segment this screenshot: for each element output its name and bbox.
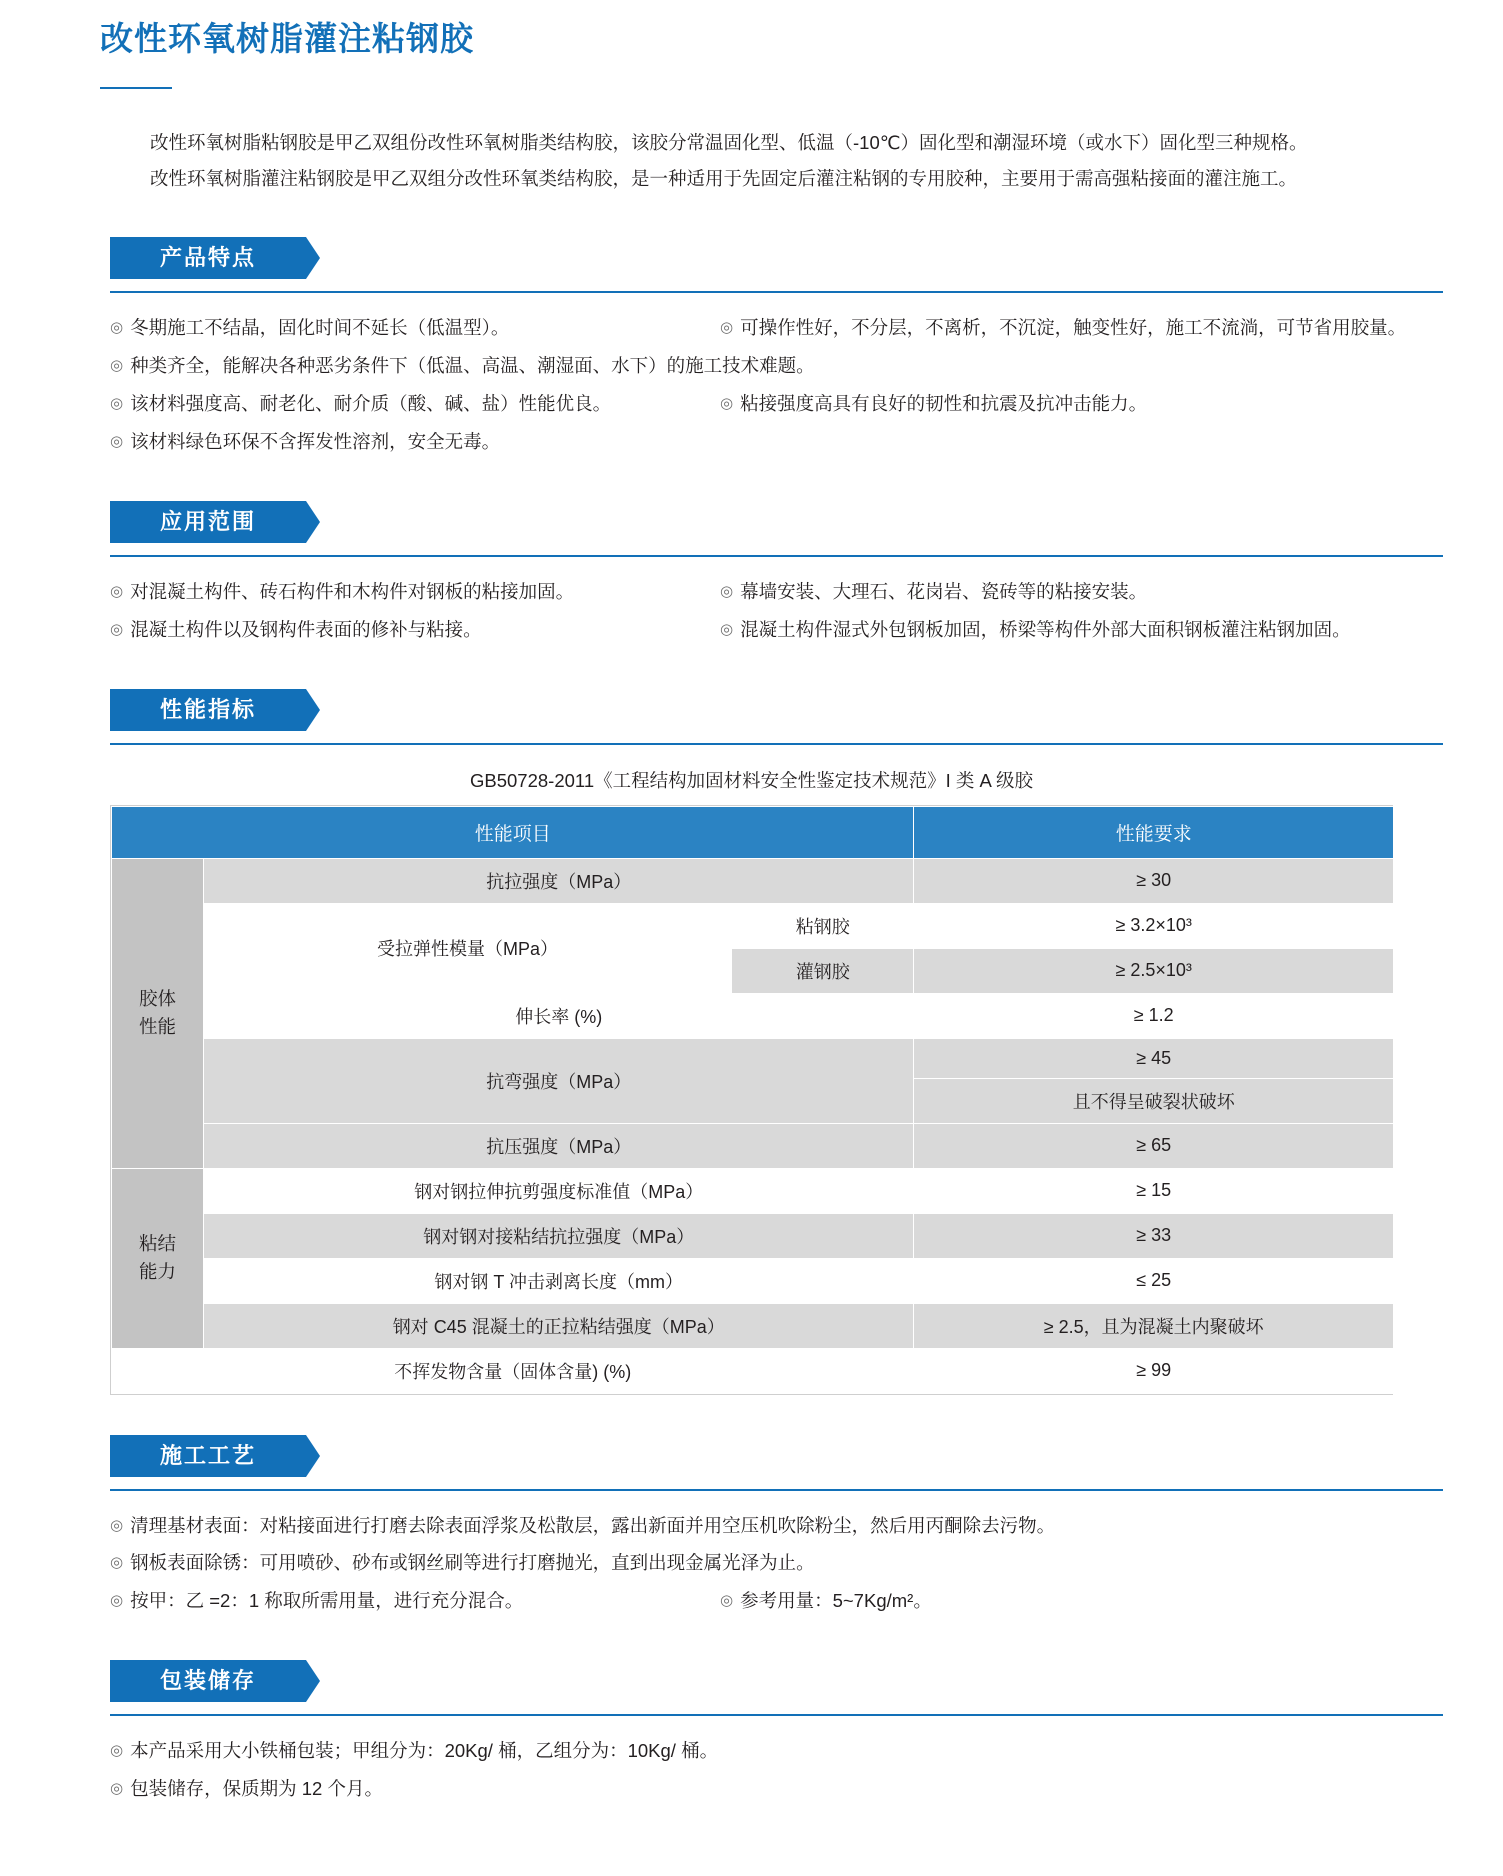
circle-bullet-icon: ◎ xyxy=(720,582,734,600)
application-list xyxy=(0,573,1503,649)
intro-paragraph-2: 改性环氧树脂灌注粘钢胶是甲乙双组分改性环氧类结构胶，是一种适用于先固定后灌注粘钢的专用胶种，主要用于需高强粘接面的灌注施工。 xyxy=(150,167,1298,189)
list-item-text: 参考用量：5~7Kg/m²。 xyxy=(740,1590,932,1612)
table-cell-item: 抗压强度（MPa） xyxy=(204,1123,914,1168)
table-cell-value: ≥ 3.2×10³ xyxy=(914,903,1394,948)
table-cell-item: 钢对钢拉伸抗剪强度标准值（MPa） xyxy=(204,1168,914,1213)
circle-bullet-icon: ◎ xyxy=(110,319,124,337)
list-item-text: 本产品采用大小铁桶包装；甲组分为：20Kg/ 桶，乙组分为：10Kg/ 桶。 xyxy=(130,1740,719,1762)
list-item xyxy=(720,1582,1443,1620)
list-item xyxy=(720,573,1443,611)
table-cell-item: 钢对钢 T 冲击剥离长度（mm） xyxy=(204,1258,914,1303)
list-item-text: 该材料强度高、耐老化、耐介质（酸、碱、盐）性能优良。 xyxy=(130,392,612,414)
circle-bullet-icon: ◎ xyxy=(110,432,124,450)
list-row xyxy=(110,1582,1443,1620)
intro-paragraph-1: 改性环氧树脂粘钢胶是甲乙双组份改性环氧树脂类结构胶，该胶分常温固化型、低温（-10℃）固化型和潮湿环境（或水下）固化型三种规格。 xyxy=(150,131,1308,153)
list-item xyxy=(720,385,1443,423)
table-row xyxy=(112,1303,1394,1348)
list-item xyxy=(110,347,1443,385)
performance-table-wrapper xyxy=(110,805,1393,1395)
heading-label-performance: 性能指标 xyxy=(159,696,256,722)
page-title: 改性环氧树脂灌注粘钢胶 xyxy=(100,20,474,57)
list-item-text: 包装储存，保质期为 12 个月。 xyxy=(130,1778,383,1800)
section-heading-process xyxy=(110,1435,306,1477)
heading-rule-packaging xyxy=(110,1714,1443,1716)
heading-rule-features xyxy=(110,291,1443,293)
list-item-text: 清理基材表面：对粘接面进行打磨去除表面浮浆及松散层，露出新面并用空压机吹除粉尘，然后用丙酮除去污物。 xyxy=(130,1514,1056,1536)
list-item xyxy=(110,1770,1443,1808)
table-cell-subitem: 粘钢胶 xyxy=(732,903,914,948)
table-cell-value: ≥ 15 xyxy=(914,1168,1394,1213)
circle-bullet-icon: ◎ xyxy=(720,620,734,638)
list-row xyxy=(110,1507,1443,1545)
circle-bullet-icon: ◎ xyxy=(110,1780,124,1798)
list-item xyxy=(720,611,1443,649)
list-row xyxy=(110,347,1443,385)
circle-bullet-icon: ◎ xyxy=(110,1516,124,1534)
table-row xyxy=(112,1213,1394,1258)
table-cell-value: 且不得呈破裂状破坏 xyxy=(914,1078,1394,1123)
heading-rule-performance xyxy=(110,743,1443,745)
list-row xyxy=(110,309,1443,347)
circle-bullet-icon: ◎ xyxy=(110,620,124,638)
list-item-text: 幕墙安装、大理石、花岗岩、瓷砖等的粘接安装。 xyxy=(740,580,1148,602)
list-item xyxy=(110,573,720,611)
list-row xyxy=(110,611,1443,649)
circle-bullet-icon: ◎ xyxy=(110,394,124,412)
table-row xyxy=(112,993,1394,1038)
table-row xyxy=(112,903,1394,948)
intro-paragraphs xyxy=(0,125,1503,197)
list-item-text: 冬期施工不结晶，固化时间不延长（低温型）。 xyxy=(130,317,510,339)
table-cell-item: 钢对钢对接粘结抗拉强度（MPa） xyxy=(204,1213,914,1258)
table-cell-value: ≥ 30 xyxy=(914,858,1394,903)
table-cell-item: 伸长率 (%) xyxy=(204,993,914,1038)
list-row xyxy=(110,423,1443,461)
table-row xyxy=(112,858,1394,903)
column-header-requirement: 性能要求 xyxy=(914,806,1394,858)
heading-label-process: 施工工艺 xyxy=(159,1442,256,1468)
table-cell-item: 钢对 C45 混凝土的正拉粘结强度（MPa） xyxy=(204,1303,914,1348)
table-row xyxy=(112,1168,1394,1213)
row-group-label-bond-capacity: 粘结 能力 xyxy=(112,1168,204,1348)
row-group-label-adhesive-body: 胶体 性能 xyxy=(112,858,204,1168)
heading-rule-process xyxy=(110,1489,1443,1491)
list-item xyxy=(110,611,720,649)
circle-bullet-icon: ◎ xyxy=(110,356,124,374)
title-block xyxy=(0,0,1503,89)
table-cell-item: 抗弯强度（MPa） xyxy=(204,1038,914,1123)
list-item xyxy=(110,1732,1443,1770)
features-list xyxy=(0,309,1503,461)
list-item-text: 该材料绿色环保不含挥发性溶剂，安全无毒。 xyxy=(130,430,501,452)
table-cell-value: ≥ 65 xyxy=(914,1123,1394,1168)
table-cell-value: ≥ 2.5，且为混凝土内聚破坏 xyxy=(914,1303,1394,1348)
packaging-list xyxy=(0,1732,1503,1808)
list-row xyxy=(110,573,1443,611)
table-cell-value: ≥ 33 xyxy=(914,1213,1394,1258)
list-row xyxy=(110,1544,1443,1582)
list-item xyxy=(110,385,720,423)
circle-bullet-icon: ◎ xyxy=(110,1742,124,1760)
table-row xyxy=(112,1038,1394,1078)
list-item xyxy=(720,309,1443,347)
list-row xyxy=(110,385,1443,423)
list-row xyxy=(110,1770,1443,1808)
title-underline xyxy=(100,87,172,89)
circle-bullet-icon: ◎ xyxy=(720,1592,734,1610)
circle-bullet-icon: ◎ xyxy=(110,582,124,600)
circle-bullet-icon: ◎ xyxy=(720,394,734,412)
circle-bullet-icon: ◎ xyxy=(720,319,734,337)
table-cell-value: ≥ 45 xyxy=(914,1038,1394,1078)
list-item-text: 对混凝土构件、砖石构件和木构件对钢板的粘接加固。 xyxy=(130,580,575,602)
list-item xyxy=(110,309,720,347)
list-item-text: 钢板表面除锈：可用喷砂、砂布或钢丝刷等进行打磨抛光，直到出现金属光泽为止。 xyxy=(130,1552,815,1574)
list-item xyxy=(110,1507,1443,1545)
list-item xyxy=(110,1544,1443,1582)
list-item-text: 可操作性好，不分层，不离析，不沉淀，触变性好，施工不流淌，可节省用胶量。 xyxy=(740,317,1407,339)
table-row xyxy=(112,1258,1394,1303)
list-item-text: 按甲：乙 =2：1 称取所需用量，进行充分混合。 xyxy=(130,1590,524,1612)
table-cell-item: 受拉弹性模量（MPa） xyxy=(204,903,732,993)
table-cell-value: ≥ 2.5×10³ xyxy=(914,948,1394,993)
table-cell-value: ≥ 99 xyxy=(914,1348,1394,1393)
circle-bullet-icon: ◎ xyxy=(110,1592,124,1610)
table-cell-value: ≥ 1.2 xyxy=(914,993,1394,1038)
heading-label-packaging: 包装储存 xyxy=(159,1668,256,1694)
heading-rule-application xyxy=(110,555,1443,557)
performance-table xyxy=(111,806,1394,1394)
list-item-text: 混凝土构件湿式外包钢板加固，桥梁等构件外部大面积钢板灌注粘钢加固。 xyxy=(740,618,1351,640)
table-cell-item: 抗拉强度（MPa） xyxy=(204,858,914,903)
table-cell-value: ≤ 25 xyxy=(914,1258,1394,1303)
heading-label-application: 应用范围 xyxy=(159,508,256,534)
table-cell-item: 不挥发物含量（固体含量) (%) xyxy=(112,1348,914,1393)
table-cell-subitem: 灌钢胶 xyxy=(732,948,914,993)
list-item xyxy=(110,423,1443,461)
section-heading-packaging xyxy=(110,1660,306,1702)
list-item xyxy=(110,1582,720,1620)
section-heading-features xyxy=(110,237,306,279)
table-caption: GB50728-2011《工程结构加固材料安全性鉴定技术规范》I 类 A 级胶 xyxy=(470,769,1033,791)
circle-bullet-icon: ◎ xyxy=(110,1554,124,1572)
list-item-text: 种类齐全，能解决各种恶劣条件下（低温、高温、潮湿面、水下）的施工技术难题。 xyxy=(130,354,815,376)
section-heading-application xyxy=(110,501,306,543)
list-row xyxy=(110,1732,1443,1770)
table-row xyxy=(112,1123,1394,1168)
section-heading-performance xyxy=(110,689,306,731)
heading-label-features: 产品特点 xyxy=(159,245,256,271)
column-header-item: 性能项目 xyxy=(112,806,914,858)
list-item-text: 混凝土构件以及钢构件表面的修补与粘接。 xyxy=(130,618,482,640)
process-list xyxy=(0,1507,1503,1621)
table-header-row xyxy=(112,806,1394,858)
table-row xyxy=(112,1348,1394,1393)
list-item-text: 粘接强度高具有良好的韧性和抗震及抗冲击能力。 xyxy=(740,392,1148,414)
page-bottom-spacer xyxy=(0,1808,1503,1836)
